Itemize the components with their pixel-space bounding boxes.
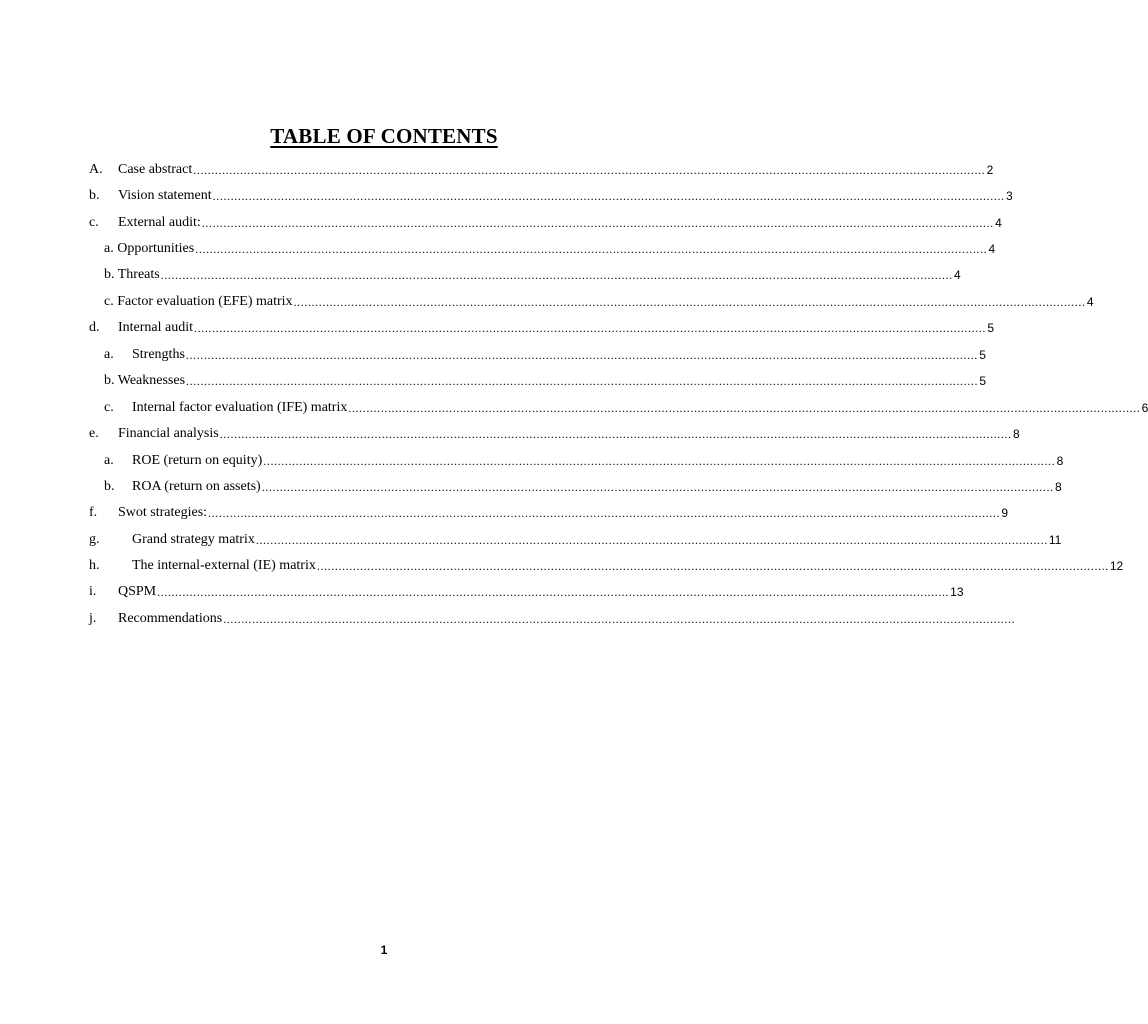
- toc-entry[interactable]: [89, 605, 1016, 627]
- toc-entry[interactable]: [89, 156, 994, 178]
- toc-entry-label: ROA (return on assets): [132, 479, 261, 494]
- toc-entry-marker: d.: [89, 320, 100, 335]
- toc-entry-page: 3: [1005, 189, 1013, 203]
- toc-entry[interactable]: [104, 341, 986, 363]
- toc-entry[interactable]: [89, 552, 1124, 574]
- toc-entry-marker: e.: [89, 426, 99, 441]
- toc-entry-marker: a.: [104, 453, 114, 468]
- toc-entry-marker: b.: [104, 479, 115, 494]
- toc-entry-page: 4: [988, 242, 996, 256]
- toc-entry[interactable]: [89, 526, 1062, 548]
- toc-entry-label: ROE (return on equity): [132, 453, 263, 468]
- toc-entry[interactable]: [89, 182, 1013, 204]
- toc-entry-label: Strengths: [132, 347, 185, 362]
- toc-entry-page: 13: [950, 585, 964, 599]
- toc-entry[interactable]: [104, 261, 961, 283]
- page-number: 1: [380, 943, 388, 957]
- toc-entry-label: b. Threats: [104, 267, 160, 282]
- toc-entry-leader: ............................................................................................................................................................................................................................: [185, 348, 978, 362]
- toc-entry-leader: ............................................................................................................................................................................................................................: [212, 189, 1005, 203]
- toc-entry-label: Grand strategy matrix: [132, 532, 255, 547]
- toc-entry-page: 11: [1048, 533, 1062, 547]
- toc-entry-leader: ............................................................................................................................................................................................................................: [195, 242, 988, 256]
- toc-entry-leader: ............................................................................................................................................................................................................................: [223, 612, 1016, 626]
- toc-entry-label: c. Factor evaluation (EFE) matrix: [104, 294, 293, 309]
- toc-entry-page: 4: [954, 268, 961, 282]
- toc-entry-page: 6: [1141, 401, 1148, 415]
- toc-entry-leader: ............................................................................................................................................................................................................................: [208, 506, 1001, 520]
- toc-entry-leader: ............................................................................................................................................................................................................................: [193, 163, 986, 177]
- toc-entry-page: 2: [986, 163, 994, 177]
- toc-entry[interactable]: [89, 209, 1002, 231]
- toc-entry-leader: ............................................................................................................................................................................................................................: [160, 268, 953, 282]
- toc-entry-leader: ............................................................................................................................................................................................................................: [316, 559, 1109, 573]
- toc-entry-marker: b.: [89, 188, 100, 203]
- toc-entry-leader: ............................................................................................................................................................................................................................: [293, 295, 1086, 309]
- toc-entry[interactable]: [104, 367, 987, 389]
- toc-entry-label: a. Opportunities: [104, 241, 195, 256]
- toc-entry-page: 12: [1109, 559, 1124, 573]
- toc-entry-page: 8: [1013, 427, 1020, 441]
- toc-entry[interactable]: [104, 288, 1094, 310]
- toc-entry-leader: ............................................................................................................................................................................................................................: [255, 533, 1048, 547]
- toc-entry-leader: ............................................................................................................................................................................................................................: [194, 321, 987, 335]
- toc-entry-label: Vision statement: [118, 188, 212, 203]
- toc-entry-leader: ............................................................................................................................................................................................................................: [157, 585, 950, 599]
- toc-entry-page: 5: [979, 348, 986, 362]
- toc-entry-leader: ............................................................................................................................................................................................................................: [201, 216, 994, 230]
- toc-entry-page: 5: [987, 321, 995, 335]
- toc-entry-label: QSPM: [118, 584, 157, 599]
- toc-entry-leader: ............................................................................................................................................................................................................................: [263, 454, 1056, 468]
- toc-entry-leader: ............................................................................................................................................................................................................................: [219, 427, 1012, 441]
- toc-entry-marker: A.: [89, 162, 103, 177]
- toc-entry[interactable]: [89, 499, 1009, 521]
- toc-entry[interactable]: [104, 447, 1064, 469]
- toc-entry-leader: ............................................................................................................................................................................................................................: [186, 374, 979, 388]
- toc-entry-marker: c.: [104, 400, 114, 415]
- toc-entry-leader: ............................................................................................................................................................................................................................: [348, 401, 1141, 415]
- toc-entry-marker: i.: [89, 584, 97, 599]
- toc-entry[interactable]: [89, 314, 995, 336]
- toc-entry-label: b. Weaknesses: [104, 373, 186, 388]
- toc-entry-marker: c.: [89, 215, 99, 230]
- toc-entry-label: Financial analysis: [118, 426, 219, 441]
- toc-entry-page: 4: [995, 216, 1002, 230]
- toc-entry-label: Case abstract: [118, 162, 193, 177]
- toc-entry-label: Internal factor evaluation (IFE) matrix: [132, 400, 348, 415]
- toc-entry-page: 5: [979, 374, 987, 388]
- toc-entry-label: The internal-external (IE) matrix: [132, 558, 316, 573]
- toc-entry-marker: g.: [89, 532, 100, 547]
- toc-entry[interactable]: [104, 235, 996, 257]
- toc-entry-marker: j.: [89, 611, 97, 626]
- toc-entry-page: 9: [1001, 506, 1009, 520]
- toc-entry-label: Recommendations: [118, 611, 223, 626]
- toc-entry-label: Swot strategies:: [118, 505, 208, 520]
- toc-title: TABLE OF CONTENTS: [270, 124, 498, 148]
- toc-entry-leader: ............................................................................................................................................................................................................................: [261, 480, 1054, 494]
- toc-entry[interactable]: [89, 420, 1020, 442]
- toc-entry[interactable]: [104, 473, 1062, 495]
- toc-entry-page: 8: [1056, 454, 1064, 468]
- toc-entry[interactable]: [104, 394, 1148, 416]
- toc-entry-label: Internal audit: [118, 320, 194, 335]
- toc-entry-marker: h.: [89, 558, 100, 573]
- toc-entry-marker: a.: [104, 347, 114, 362]
- toc-entry-page: 8: [1055, 480, 1062, 494]
- toc-entry-page: 4: [1086, 295, 1094, 309]
- toc-entry-marker: f.: [89, 505, 98, 520]
- toc-entry-label: External audit:: [118, 215, 201, 230]
- toc-entry[interactable]: [89, 578, 964, 600]
